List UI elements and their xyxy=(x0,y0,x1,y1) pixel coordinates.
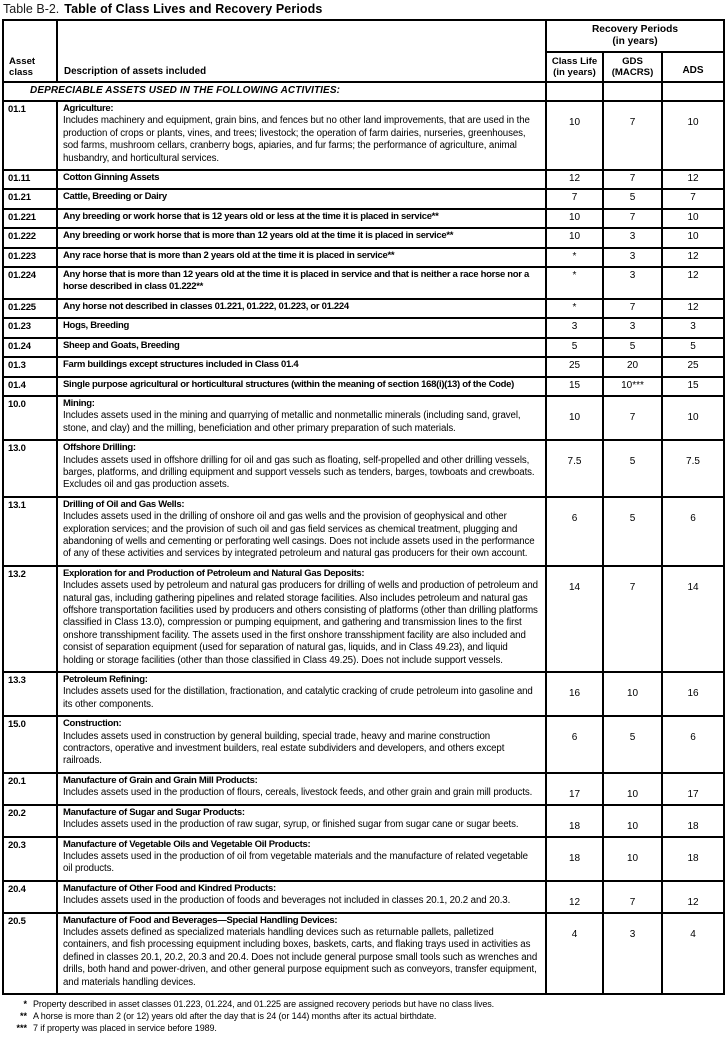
footnote xyxy=(3,1011,724,1023)
gds-cell: 10 xyxy=(603,805,662,837)
asset-title: Construction: xyxy=(63,718,122,730)
recovery-header-line2: (in years) xyxy=(612,36,658,47)
footnotes xyxy=(1,999,724,1034)
asset-description: Includes machinery and equipment, grain bins, and fences but no other land improvements, that are used in the production of crops or plants, vines, and trees; livestock; the operation of farm dairies, nurseries, greenhouses, sod farms, mushroom cellars, cranberry bogs, apiaries, and fur farms; the performance of agriculture, animal husbandry, and horticultural services. xyxy=(63,115,530,164)
asset-class-header-line2: class xyxy=(9,67,34,78)
class-life-cell: * xyxy=(546,299,603,318)
footnote-text: 7 if property was placed in service before 1989. xyxy=(33,1022,217,1033)
class-life-cell: 10 xyxy=(546,396,603,440)
class-life-cell: 4 xyxy=(546,913,603,994)
empty-gds-cell xyxy=(603,82,662,101)
class-life-cell: 12 xyxy=(546,170,603,189)
table-row xyxy=(3,773,724,805)
asset-title: Any horse that is more than 12 years old at the time it is placed in service and that is neither a race horse nor a horse described in class 01.222** xyxy=(63,269,530,293)
table-row xyxy=(3,913,724,994)
description-cell xyxy=(57,299,546,318)
asset-title: Cattle, Breeding or Dairy xyxy=(63,191,167,203)
table-row xyxy=(3,881,724,913)
asset-class-cell: 01.24 xyxy=(3,338,57,357)
gds-header-line1: GDS xyxy=(622,56,643,67)
footnote-marker: *** xyxy=(16,1022,27,1033)
description-cell xyxy=(57,837,546,881)
gds-header-line2: (MACRS) xyxy=(611,67,654,78)
asset-class-cell: 01.223 xyxy=(3,248,57,267)
description-cell xyxy=(57,805,546,837)
table-row xyxy=(3,228,724,247)
ads-cell: 10 xyxy=(662,396,724,440)
ads-cell: 15 xyxy=(662,377,724,396)
table-row xyxy=(3,101,724,170)
table-row xyxy=(3,440,724,497)
asset-title: Exploration for and Production of Petroleum and Natural Gas Deposits: xyxy=(63,567,365,579)
asset-title: Hogs, Breeding xyxy=(63,320,130,332)
table-row xyxy=(3,267,724,299)
table-row xyxy=(3,377,724,396)
asset-title: Sheep and Goats, Breeding xyxy=(63,339,180,351)
class-life-cell: 25 xyxy=(546,357,603,376)
gds-cell: 5 xyxy=(603,440,662,497)
col-header-asset-class xyxy=(3,20,57,82)
table-row xyxy=(3,338,724,357)
asset-description: Includes assets used by petroleum and natural gas producers for drilling of wells and production of petroleum and natural gas, including gathering pipelines and related storage facilities. Also includes petroleum and natural gas offshore transportation facilities used by producers and others consisting of platforms (other than drilling platforms classified in Class 13.0), compression or pumping equipment, and gathering and transmission lines to the first onshore transshipment facility. The assets used in the first onshore transshipment facility are also included and consist of separation equipment (used for separation of natural gas, liquids, and in Class 49.23), and liquid holding or storage facilities (other than those classified in Class 49.25). Does not include support vessels. xyxy=(63,580,538,666)
gds-cell: 5 xyxy=(603,189,662,208)
asset-class-cell: 20.1 xyxy=(3,773,57,805)
class-life-cell: 6 xyxy=(546,497,603,566)
class-life-cell: 18 xyxy=(546,805,603,837)
class-life-cell: 6 xyxy=(546,716,603,773)
asset-title: Manufacture of Sugar and Sugar Products: xyxy=(63,806,245,818)
gds-cell: 5 xyxy=(603,716,662,773)
gds-cell: 20 xyxy=(603,357,662,376)
class-lives-table xyxy=(2,19,725,995)
gds-cell: 7 xyxy=(603,566,662,672)
class-life-cell: * xyxy=(546,267,603,299)
footnote xyxy=(3,1023,724,1035)
asset-title: Drilling of Oil and Gas Wells: xyxy=(63,498,185,510)
table-label: Table B-2. xyxy=(3,2,60,16)
asset-title: Manufacture of Grain and Grain Mill Products: xyxy=(63,774,258,786)
gds-cell: 3 xyxy=(603,318,662,337)
asset-title: Any breeding or work horse that is more than 12 years old at the time it is placed in service** xyxy=(63,230,454,242)
description-cell xyxy=(57,497,546,566)
asset-title: Cotton Ginning Assets xyxy=(63,172,160,184)
description-cell xyxy=(57,773,546,805)
gds-cell: 7 xyxy=(603,396,662,440)
asset-title: Any breeding or work horse that is 12 years old or less at the time it is placed in service** xyxy=(63,210,439,222)
asset-class-cell: 13.3 xyxy=(3,672,57,716)
class-life-cell: 17 xyxy=(546,773,603,805)
class-life-cell: 15 xyxy=(546,377,603,396)
asset-title: Manufacture of Food and Beverages—Special Handling Devices: xyxy=(63,914,338,926)
gds-cell: 10*** xyxy=(603,377,662,396)
table-title-text: Table of Class Lives and Recovery Periods xyxy=(64,2,323,16)
footnote xyxy=(3,999,724,1011)
table-row xyxy=(3,716,724,773)
asset-class-cell: 20.3 xyxy=(3,837,57,881)
description-cell xyxy=(57,566,546,672)
ads-cell: 17 xyxy=(662,773,724,805)
asset-title: Any race horse that is more than 2 years old at the time it is placed in service** xyxy=(63,249,395,261)
ads-cell: 7.5 xyxy=(662,440,724,497)
footnote-text: Property described in asset classes 01.223, 01.224, and 01.225 are assigned recovery periods but have no class lives. xyxy=(33,998,495,1009)
col-header-ads: ADS xyxy=(662,52,724,82)
description-cell xyxy=(57,672,546,716)
asset-description: Includes assets used in the production of flours, cereals, livestock feeds, and other grain and grain mill products. xyxy=(63,787,533,799)
gds-cell: 5 xyxy=(603,497,662,566)
gds-cell: 7 xyxy=(603,170,662,189)
asset-title: Offshore Drilling: xyxy=(63,442,136,454)
asset-description: Includes assets defined as specialized materials handling devices such as returnable pallets, palletized containers, and fish processing equipment including boxes, baskets, carts, and flaking trays used in activities as defined in classes 20.1, 20.2, 20.3 and 20.4. Does not include general purpose small tools such as wrenches and drills, both hand and power-driven, and other general purpose equipment such as conveyors, transfer equipment, and materials handling devices. xyxy=(63,926,538,988)
ads-cell: 18 xyxy=(662,805,724,837)
asset-description: Includes assets used in the production of foods and beverages not included in classes 20.1, 20.2 and 20.3. xyxy=(63,895,511,907)
ads-cell: 12 xyxy=(662,881,724,913)
footnote-marker: * xyxy=(23,998,27,1009)
asset-description: Includes assets used for the distillation, fractionation, and catalytic cracking of crude petroleum into gasoline and its other components. xyxy=(63,686,533,710)
col-header-description: Description of assets included xyxy=(57,20,546,82)
gds-cell: 7 xyxy=(603,299,662,318)
gds-cell: 7 xyxy=(603,101,662,170)
class-life-cell: 7 xyxy=(546,189,603,208)
gds-cell: 3 xyxy=(603,248,662,267)
asset-description: Includes assets used in the production of raw sugar, syrup, or finished sugar from sugar cane or sugar beets. xyxy=(63,819,519,831)
ads-cell: 12 xyxy=(662,299,724,318)
description-cell xyxy=(57,248,546,267)
description-cell xyxy=(57,228,546,247)
asset-class-cell: 10.0 xyxy=(3,396,57,440)
description-cell xyxy=(57,913,546,994)
class-life-cell: 18 xyxy=(546,837,603,881)
ads-cell: 12 xyxy=(662,248,724,267)
ads-cell: 18 xyxy=(662,837,724,881)
table-row xyxy=(3,318,724,337)
asset-title: Single purpose agricultural or horticultural structures (within the meaning of section 168(i)(13) of the Code) xyxy=(63,378,515,390)
description-cell xyxy=(57,170,546,189)
asset-class-cell: 01.224 xyxy=(3,267,57,299)
table-row xyxy=(3,189,724,208)
col-header-gds xyxy=(603,52,662,82)
ads-cell: 7 xyxy=(662,189,724,208)
empty-class-life-cell xyxy=(546,82,603,101)
table-row xyxy=(3,396,724,440)
class-life-cell: 10 xyxy=(546,209,603,228)
table-row xyxy=(3,805,724,837)
class-life-cell: 12 xyxy=(546,881,603,913)
footnote-marker: ** xyxy=(19,1010,27,1021)
asset-class-cell: 01.11 xyxy=(3,170,57,189)
asset-class-cell: 01.1 xyxy=(3,101,57,170)
gds-cell: 3 xyxy=(603,913,662,994)
description-cell xyxy=(57,440,546,497)
class-life-header-line2: (in years) xyxy=(553,67,596,78)
gds-cell: 7 xyxy=(603,881,662,913)
ads-cell: 10 xyxy=(662,101,724,170)
class-life-header-line1: Class Life xyxy=(551,56,598,67)
table-row xyxy=(3,248,724,267)
ads-cell: 25 xyxy=(662,357,724,376)
asset-title: Manufacture of Vegetable Oils and Vegetable Oil Products: xyxy=(63,838,311,850)
gds-cell: 10 xyxy=(603,773,662,805)
ads-cell: 5 xyxy=(662,338,724,357)
gds-cell: 3 xyxy=(603,228,662,247)
description-cell xyxy=(57,189,546,208)
ads-cell: 6 xyxy=(662,716,724,773)
ads-cell: 12 xyxy=(662,170,724,189)
gds-cell: 10 xyxy=(603,672,662,716)
ads-cell: 14 xyxy=(662,566,724,672)
footnote-text: A horse is more than 2 (or 12) years old after the day that is 24 (or 144) months after its actual birthdate. xyxy=(33,1010,437,1021)
asset-title: Any horse not described in classes 01.221, 01.222, 01.223, or 01.224 xyxy=(63,300,349,312)
asset-class-cell: 20.2 xyxy=(3,805,57,837)
asset-class-cell: 01.222 xyxy=(3,228,57,247)
ads-cell: 12 xyxy=(662,267,724,299)
asset-description: Includes assets used in the production of oil from vegetable materials and the manufacture of related vegetable oil products. xyxy=(63,850,528,875)
description-cell xyxy=(57,377,546,396)
asset-class-cell: 13.2 xyxy=(3,566,57,672)
asset-class-cell: 13.1 xyxy=(3,497,57,566)
col-header-class-life xyxy=(546,52,603,82)
asset-description: Includes assets used in offshore drilling for oil and gas such as floating, self-propelled and other drilling vessels, barges, platforms, and drilling equipment and support vessels such as tenders, barges, towboats and crewboats. Excludes oil and gas production assets. xyxy=(63,454,535,491)
description-cell xyxy=(57,209,546,228)
class-life-cell: 10 xyxy=(546,228,603,247)
ads-cell: 10 xyxy=(662,209,724,228)
asset-description: Includes assets used in construction by general building, special trade, heavy and marine construction contractors, operative and investment builders, real estate subdividers and developers, and others except railroads. xyxy=(63,730,505,767)
table-row xyxy=(3,209,724,228)
asset-class-cell: 01.4 xyxy=(3,377,57,396)
asset-class-cell: 01.23 xyxy=(3,318,57,337)
asset-class-cell: 01.221 xyxy=(3,209,57,228)
asset-title: Petroleum Refining: xyxy=(63,674,148,686)
asset-title: Mining: xyxy=(63,397,95,409)
asset-class-cell: 20.5 xyxy=(3,913,57,994)
class-life-cell: 10 xyxy=(546,101,603,170)
description-cell xyxy=(57,101,546,170)
table-row xyxy=(3,837,724,881)
section-row xyxy=(3,82,724,101)
asset-class-header-line1: Asset xyxy=(9,56,36,67)
gds-cell: 5 xyxy=(603,338,662,357)
asset-title: Manufacture of Other Food and Kindred Products: xyxy=(63,882,276,894)
ads-cell: 6 xyxy=(662,497,724,566)
asset-description: Includes assets used in the mining and quarrying of metallic and nonmetallic minerals (including sand, gravel, stone, and clay) and the milling, beneficiation and other primary preparation of such materials. xyxy=(63,410,521,434)
ads-cell: 4 xyxy=(662,913,724,994)
class-life-cell: 16 xyxy=(546,672,603,716)
asset-class-cell: 20.4 xyxy=(3,881,57,913)
section-heading: DEPRECIABLE ASSETS USED IN THE FOLLOWING ACTIVITIES: xyxy=(3,82,546,101)
asset-class-cell: 01.21 xyxy=(3,189,57,208)
ads-cell: 10 xyxy=(662,228,724,247)
col-header-recovery-periods xyxy=(546,20,724,52)
description-cell xyxy=(57,338,546,357)
description-cell xyxy=(57,881,546,913)
table-row xyxy=(3,299,724,318)
gds-cell: 7 xyxy=(603,209,662,228)
table-row xyxy=(3,672,724,716)
recovery-header-line1: Recovery Periods xyxy=(591,24,679,35)
table-row xyxy=(3,566,724,672)
empty-ads-cell xyxy=(662,82,724,101)
description-cell xyxy=(57,716,546,773)
description-cell xyxy=(57,318,546,337)
asset-title: Agriculture: xyxy=(63,103,114,114)
table-row xyxy=(3,357,724,376)
asset-description: Includes assets used in the drilling of onshore oil and gas wells and the provision of geophysical and other exploration services; and the provision of such oil and gas field services as chemical treatment, plugging and abandoning of wells and cementing or perforating well casings. Does not include assets used in the performance of any of these activities and services by integrated petroleum and natural gas producers for their own account. xyxy=(63,511,535,560)
class-life-cell: 3 xyxy=(546,318,603,337)
class-life-cell: 14 xyxy=(546,566,603,672)
table-title xyxy=(1,1,724,19)
class-life-cell: 7.5 xyxy=(546,440,603,497)
asset-class-cell: 01.3 xyxy=(3,357,57,376)
ads-cell: 3 xyxy=(662,318,724,337)
class-life-cell: * xyxy=(546,248,603,267)
description-cell xyxy=(57,267,546,299)
ads-cell: 16 xyxy=(662,672,724,716)
asset-title: Farm buildings except structures included in Class 01.4 xyxy=(63,359,299,371)
table-row xyxy=(3,497,724,566)
description-cell xyxy=(57,357,546,376)
table-row xyxy=(3,170,724,189)
description-cell xyxy=(57,396,546,440)
asset-class-cell: 01.225 xyxy=(3,299,57,318)
gds-cell: 10 xyxy=(603,837,662,881)
asset-class-cell: 13.0 xyxy=(3,440,57,497)
class-life-cell: 5 xyxy=(546,338,603,357)
asset-class-cell: 15.0 xyxy=(3,716,57,773)
gds-cell: 3 xyxy=(603,267,662,299)
